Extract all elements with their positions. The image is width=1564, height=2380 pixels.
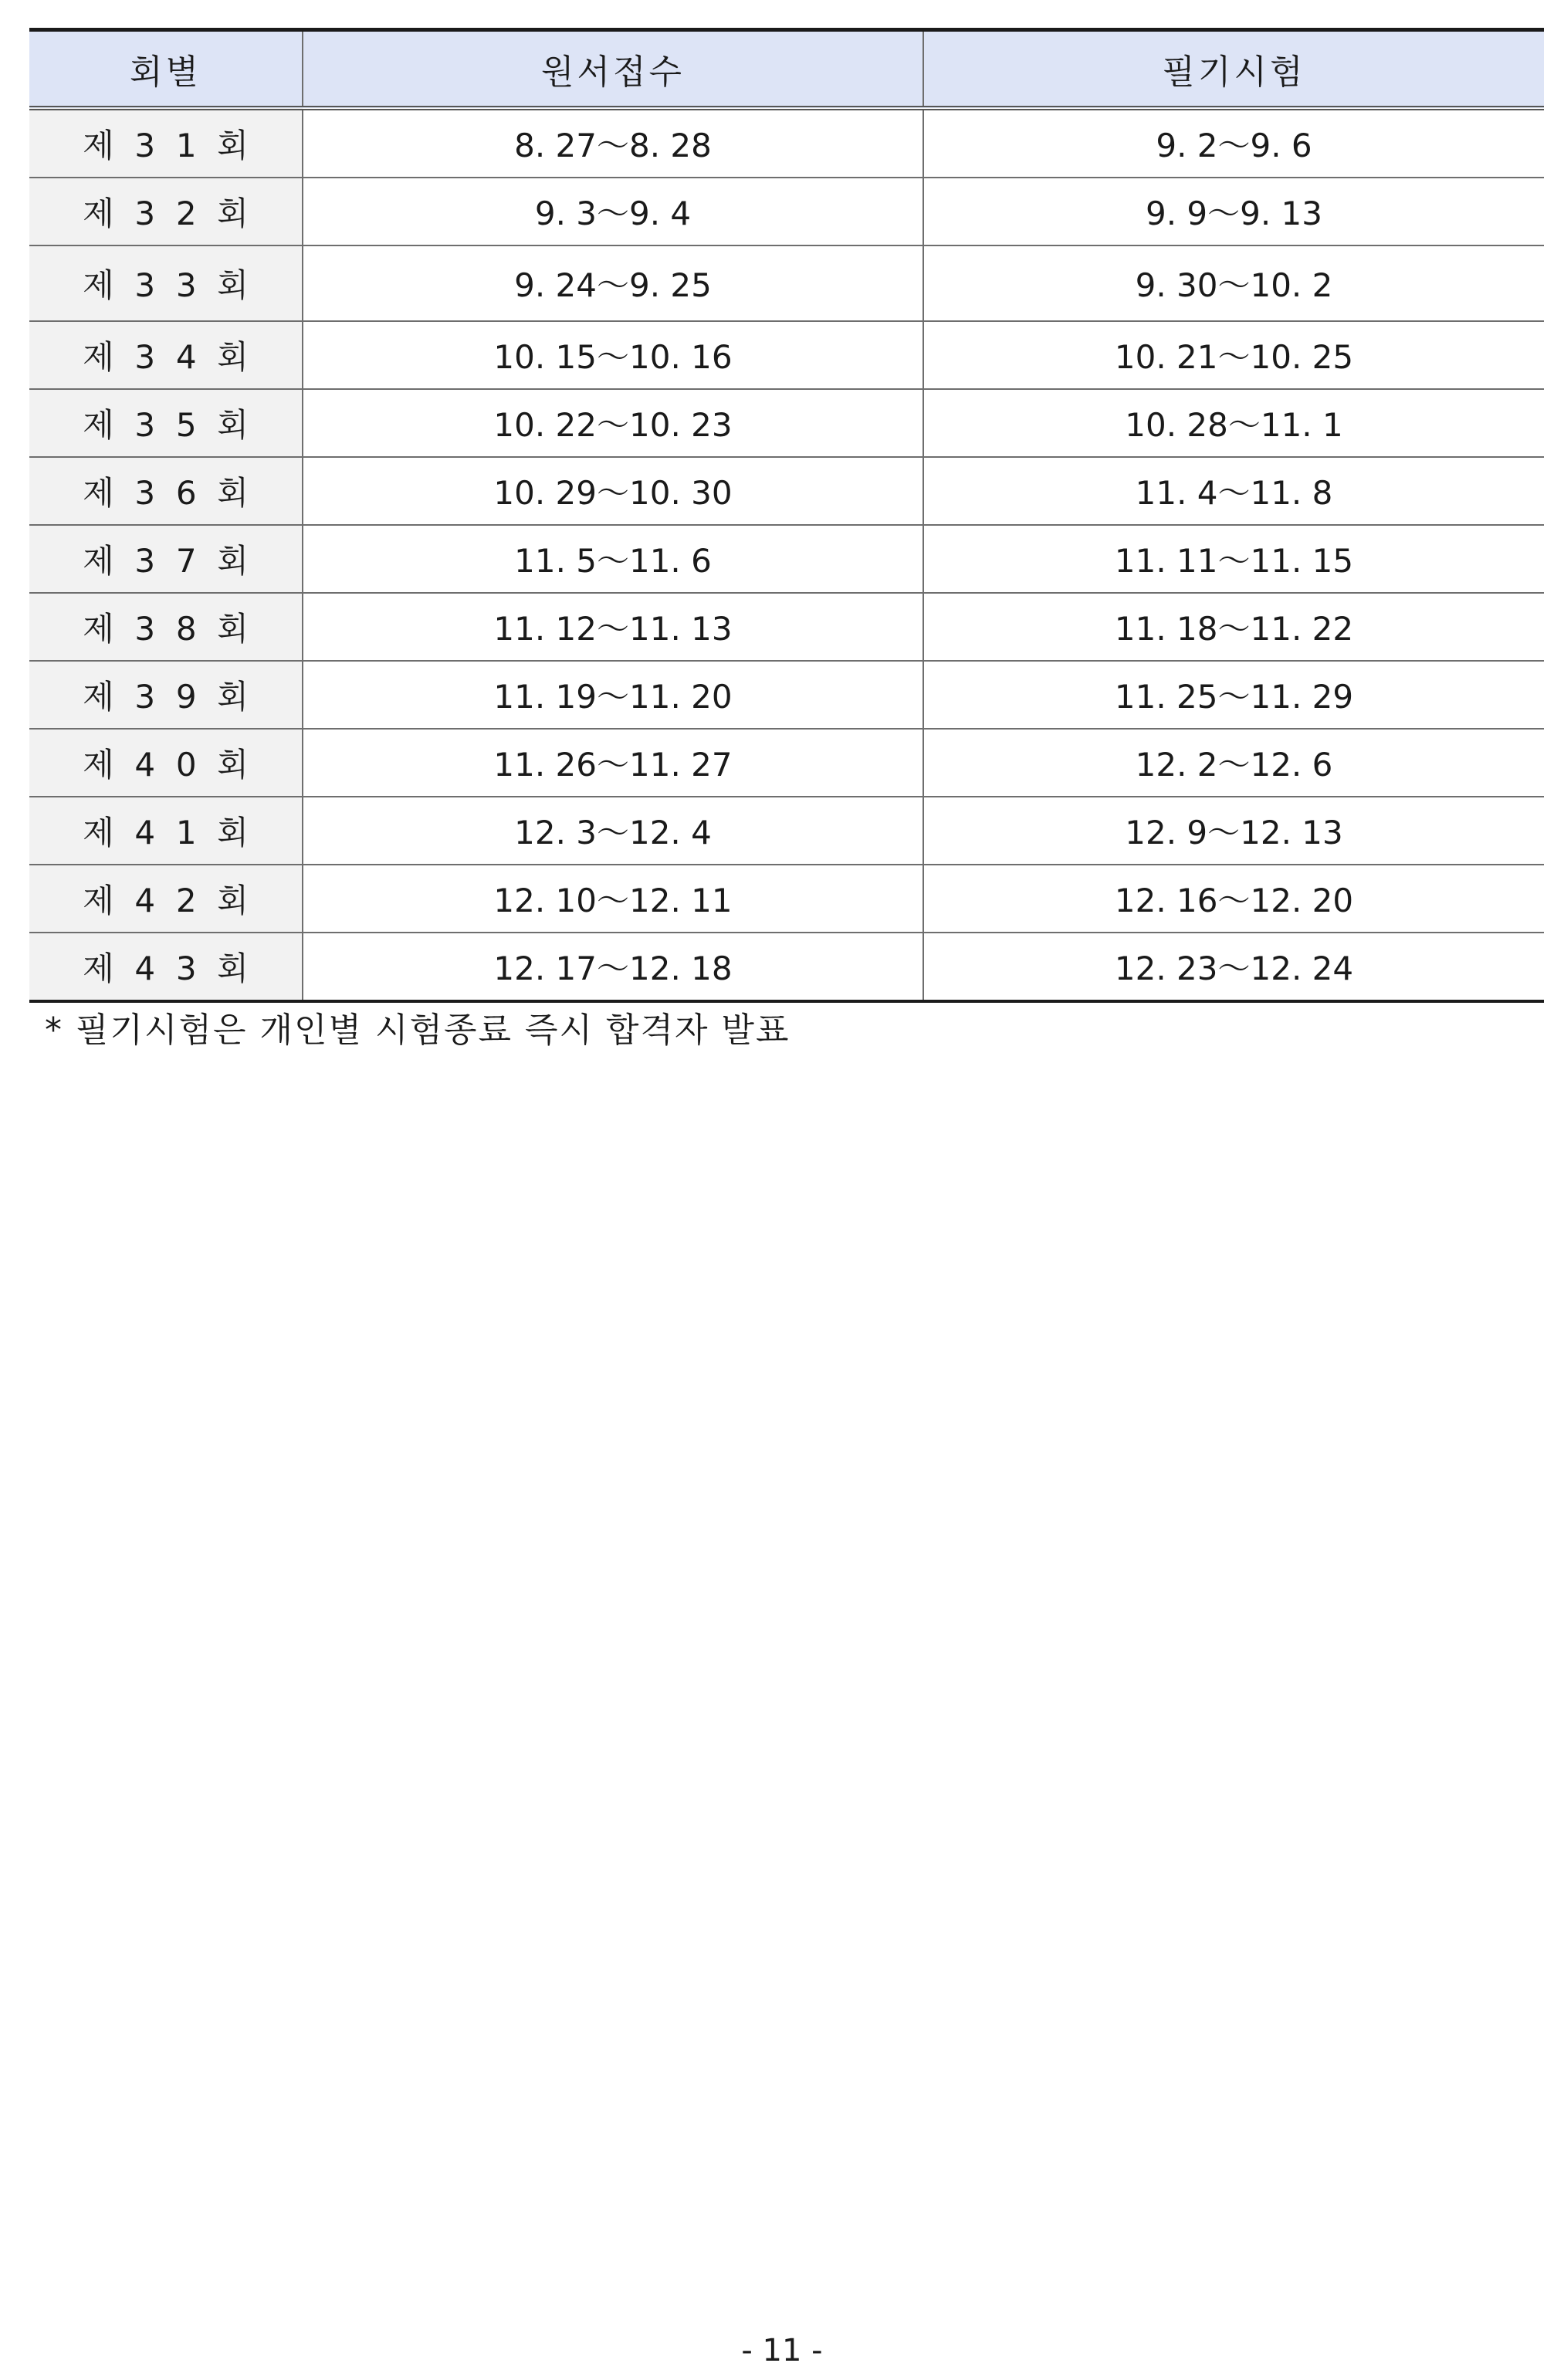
application-period-cell: 10. 15～10. 16 [303, 321, 923, 389]
table-row [29, 525, 1544, 593]
exam-schedule-table [29, 28, 1544, 1003]
table-row [29, 933, 1544, 1001]
application-period-cell: 11. 26～11. 27 [303, 729, 923, 797]
table-body [29, 108, 1544, 1001]
exam-period-cell: 12. 23～12. 24 [923, 933, 1544, 1001]
round-cell: 제 4 1 회 [29, 797, 303, 865]
application-period-cell: 12. 17～12. 18 [303, 933, 923, 1001]
exam-period-cell: 9. 9～9. 13 [923, 178, 1544, 245]
header-application: 원서접수 [303, 30, 923, 109]
application-period-cell: 12. 3～12. 4 [303, 797, 923, 865]
table-row [29, 108, 1544, 178]
exam-period-cell: 9. 2～9. 6 [923, 108, 1544, 178]
header-round: 회별 [29, 30, 303, 109]
round-cell: 제 3 4 회 [29, 321, 303, 389]
round-cell: 제 4 2 회 [29, 865, 303, 933]
table-row [29, 389, 1544, 457]
exam-period-cell: 11. 18～11. 22 [923, 593, 1544, 661]
application-period-cell: 11. 5～11. 6 [303, 525, 923, 593]
exam-period-cell: 11. 25～11. 29 [923, 661, 1544, 729]
table-row [29, 661, 1544, 729]
application-period-cell: 11. 19～11. 20 [303, 661, 923, 729]
exam-period-cell: 10. 28～11. 1 [923, 389, 1544, 457]
round-cell: 제 3 1 회 [29, 108, 303, 178]
table-row [29, 593, 1544, 661]
round-cell: 제 4 3 회 [29, 933, 303, 1001]
exam-period-cell: 11. 4～11. 8 [923, 457, 1544, 525]
footnote: * 필기시험은 개인별 시험종료 즉시 합격자 발표 [45, 1011, 790, 1050]
round-cell: 제 3 2 회 [29, 178, 303, 245]
table-row [29, 729, 1544, 797]
exam-period-cell: 12. 9～12. 13 [923, 797, 1544, 865]
page-number: - 11 - [741, 2333, 823, 2368]
exam-period-cell: 12. 2～12. 6 [923, 729, 1544, 797]
exam-period-cell: 11. 11～11. 15 [923, 525, 1544, 593]
round-cell: 제 3 5 회 [29, 389, 303, 457]
exam-period-cell: 9. 30～10. 2 [923, 245, 1544, 321]
table-row [29, 245, 1544, 321]
application-period-cell: 12. 10～12. 11 [303, 865, 923, 933]
table-row [29, 457, 1544, 525]
table-row [29, 321, 1544, 389]
application-period-cell: 11. 12～11. 13 [303, 593, 923, 661]
round-cell: 제 3 8 회 [29, 593, 303, 661]
table-row [29, 178, 1544, 245]
exam-period-cell: 12. 16～12. 20 [923, 865, 1544, 933]
round-cell: 제 3 3 회 [29, 245, 303, 321]
exam-period-cell: 10. 21～10. 25 [923, 321, 1544, 389]
application-period-cell: 10. 29～10. 30 [303, 457, 923, 525]
table-row [29, 797, 1544, 865]
application-period-cell: 8. 27～8. 28 [303, 108, 923, 178]
application-period-cell: 9. 24～9. 25 [303, 245, 923, 321]
application-period-cell: 10. 22～10. 23 [303, 389, 923, 457]
round-cell: 제 3 9 회 [29, 661, 303, 729]
header-exam: 필기시험 [923, 30, 1544, 109]
round-cell: 제 3 6 회 [29, 457, 303, 525]
table-row [29, 865, 1544, 933]
round-cell: 제 3 7 회 [29, 525, 303, 593]
round-cell: 제 4 0 회 [29, 729, 303, 797]
table-header [29, 30, 1544, 109]
application-period-cell: 9. 3～9. 4 [303, 178, 923, 245]
header-row [29, 30, 1544, 109]
